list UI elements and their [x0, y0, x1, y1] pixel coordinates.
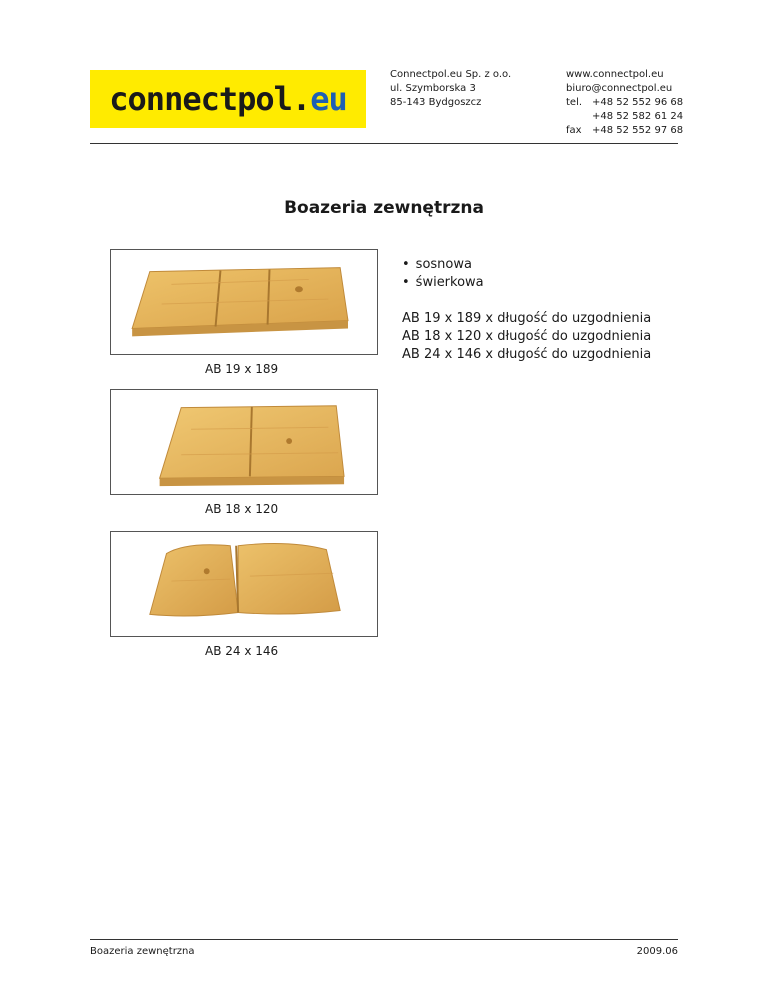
company-name: Connectpol.eu Sp. z o.o. — [390, 69, 512, 80]
company-city: 85-143 Bydgoszcz — [390, 97, 482, 108]
spec-item: AB 18 x 120 x długość do uzgodnienia — [402, 329, 652, 344]
wood-panel-image — [111, 390, 377, 494]
fax-label: fax — [566, 125, 582, 136]
tel-label: tel. — [566, 97, 583, 108]
website-link[interactable]: www.connectpol.eu — [566, 69, 664, 80]
spec-item: AB 19 x 189 x długość do uzgodnienia — [402, 311, 652, 326]
tel-number-2: +48 52 582 61 24 — [592, 111, 684, 122]
product-caption-2: AB 18 x 120 — [205, 502, 279, 516]
company-logo — [90, 70, 366, 128]
product-photo-ab24 — [110, 531, 378, 637]
product-photo-ab18 — [110, 389, 378, 495]
product-caption-1: AB 19 x 189 — [205, 362, 279, 376]
fax-number: +48 52 552 97 68 — [592, 125, 684, 136]
logo-text-accent: eu — [310, 80, 347, 118]
product-caption-3: AB 24 x 146 — [205, 644, 279, 658]
material-item: • świerkowa — [402, 274, 484, 292]
company-street: ul. Szymborska 3 — [390, 83, 476, 94]
spec-list — [402, 310, 651, 364]
material-list — [402, 256, 484, 292]
wood-panel-image — [111, 532, 377, 636]
spec-item: AB 24 x 146 x długość do uzgodnienia — [402, 347, 652, 362]
logo-text-main: connectpol. — [109, 80, 311, 118]
tel-row-1 — [566, 96, 683, 110]
material-item: • sosnowa — [402, 256, 484, 274]
wood-panel-image — [111, 250, 377, 354]
company-contact — [566, 68, 683, 138]
company-address — [390, 68, 511, 110]
tel-number-1: +48 52 552 96 68 — [592, 97, 684, 108]
footer-title: Boazeria zewnętrzna — [90, 946, 195, 957]
tel-row-2 — [566, 110, 683, 124]
page-title: Boazeria zewnętrzna — [284, 198, 484, 218]
product-photo-ab19 — [110, 249, 378, 355]
header-divider — [90, 143, 678, 144]
footer-divider — [90, 939, 678, 940]
fax-row — [566, 124, 683, 138]
footer-date: 2009.06 — [636, 946, 678, 957]
email-link[interactable]: biuro@connectpol.eu — [566, 83, 673, 94]
